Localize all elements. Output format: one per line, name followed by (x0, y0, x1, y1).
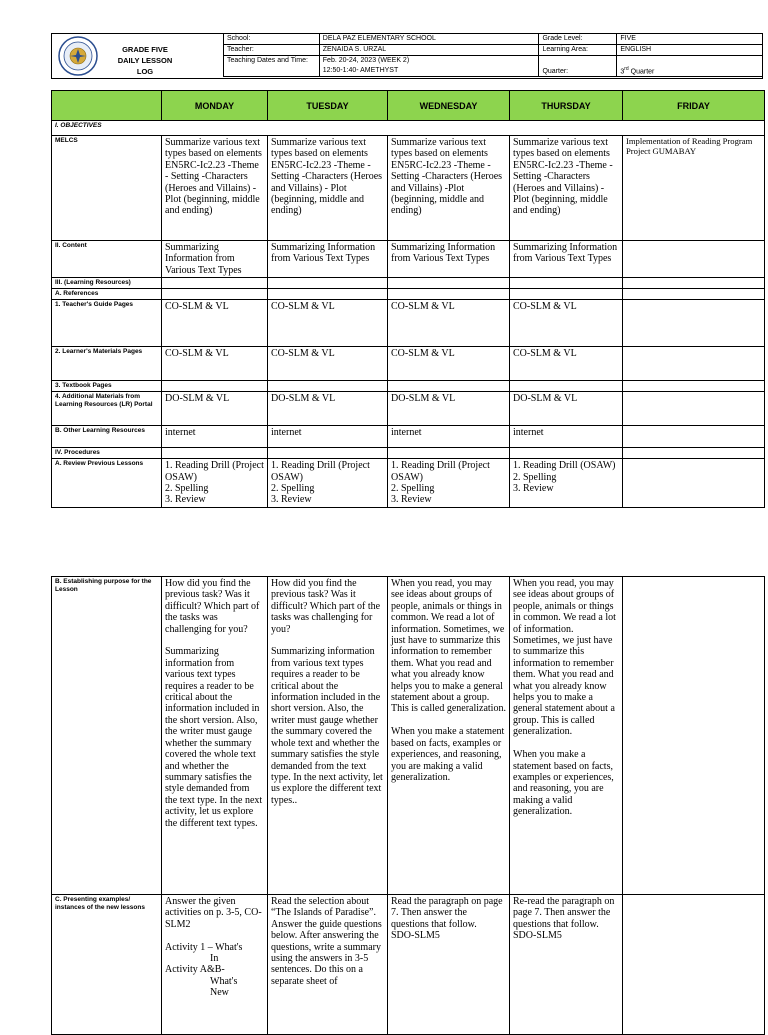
table-row (52, 278, 765, 289)
row-label: A. References (52, 289, 162, 300)
row-cell: DO-SLM & VL (510, 392, 623, 426)
table-row (52, 392, 765, 426)
quarter-value: 3rd Quarter (617, 56, 763, 77)
row-cell: CO-SLM & VL (268, 347, 388, 381)
row-cell: CO-SLM & VL (162, 300, 268, 347)
row-cell (162, 448, 268, 459)
log-title (110, 44, 180, 77)
title-log: DAILY LESSON LOG (117, 56, 173, 76)
row-cell: Summarize various text types based on elements EN5RC-Ic2.23 -Theme -Setting -Characters (Heroes and Villains) -Plot (beginning, middle and ending) (388, 136, 510, 241)
row-cell: CO-SLM & VL (510, 300, 623, 347)
row-cell: CO-SLM & VL (510, 347, 623, 381)
row-cell: How did you find the previous task? Was it difficult? Which part of the tasks was challenging for you? Summarizing information from various text types requires a reader to be critical about the information included in the short version. Also, the writer must gauge whether the summary covered the whole text and whether the summary satisfies the style demanded from the text type. In the next activity, let us explore the different text types. (162, 577, 268, 895)
row-cell (623, 459, 765, 508)
row-cell: CO-SLM & VL (388, 347, 510, 381)
school-value: DELA PAZ ELEMENTARY SCHOOL (319, 34, 539, 45)
row-label: 1. Teacher's Guide Pages (52, 300, 162, 347)
teacher-value: ZENAIDA S. URZAL (319, 45, 539, 56)
area-label: Learning Area: (539, 45, 617, 56)
row-cell: CO-SLM & VL (162, 347, 268, 381)
deped-seal-icon (57, 35, 99, 77)
row-cell: 1. Reading Drill (Project OSAW) 2. Spelling 3. Review (388, 459, 510, 508)
row-label: 2. Learner's Materials Pages (52, 347, 162, 381)
day-header-row (52, 91, 765, 121)
row-label: B. Establishing purpose for the Lesson (52, 577, 162, 895)
grade-value: FIVE (617, 34, 763, 45)
row-cell: 1. Reading Drill (OSAW) 2. Spelling 3. Review (510, 459, 623, 508)
row-cell: DO-SLM & VL (388, 392, 510, 426)
row-label: C. Presenting examples/ instances of the new lessons (52, 895, 162, 1035)
row-cell (268, 278, 388, 289)
row-cell: internet (510, 426, 623, 448)
lesson-table-bottom (51, 576, 765, 1035)
dates-label: Teaching Dates and Time: (224, 56, 320, 77)
table-row (52, 347, 765, 381)
day-thursday: THURSDAY (510, 91, 623, 121)
lesson-table-top (51, 90, 765, 508)
day-wednesday: WEDNESDAY (388, 91, 510, 121)
corner-cell (52, 91, 162, 121)
row-cell (510, 289, 623, 300)
row-cell (623, 381, 765, 392)
row-cell (388, 289, 510, 300)
row-cell: DO-SLM & VL (162, 392, 268, 426)
row-cell: 1. Reading Drill (Project OSAW) 2. Spelling 3. Review (162, 459, 268, 508)
area-value: ENGLISH (617, 45, 763, 56)
row-label: 4. Additional Materials from Learning Resources (LR) Portal (52, 392, 162, 426)
day-tuesday: TUESDAY (268, 91, 388, 121)
row-cell: DO-SLM & VL (268, 392, 388, 426)
row-cell: Summarize various text types based on elements EN5RC-Ic2.23 -Theme - Setting -Characters (Heroes and Villains) -Plot (beginning, middle and ending) (510, 136, 623, 241)
day-friday: FRIDAY (623, 91, 765, 121)
grade-label: Grade Level: (539, 34, 617, 45)
title-grade: GRADE FIVE (122, 45, 168, 54)
table-row (52, 426, 765, 448)
row-cell: 1. Reading Drill (Project OSAW) 2. Spelling 3. Review (268, 459, 388, 508)
row-cell (162, 289, 268, 300)
row-cell: Summarize various text types based on elements EN5RC-Ic2.23 -Theme - Setting -Characters (Heroes and Villains) -Plot (beginning, middle and ending) (162, 136, 268, 241)
row-cell (510, 381, 623, 392)
row-cell (162, 278, 268, 289)
row-cell: Read the selection about “The Islands of Paradise”. Answer the guide questions below. After answering the questions, write a summary using the answers in 3-5 sentences. Do this on a separate sheet of (268, 895, 388, 1035)
row-cell (623, 392, 765, 426)
row-cell: internet (268, 426, 388, 448)
row-cell (623, 278, 765, 289)
objectives-label: I. OBJECTIVES (52, 121, 765, 136)
row-cell: internet (162, 426, 268, 448)
row-cell: Re-read the paragraph on page 7. Then answer the questions that follow. SDO-SLM5 (510, 895, 623, 1035)
dates-text: Feb. 20-24, 2023 (WEEK 2) (322, 57, 410, 64)
teacher-label: Teacher: (224, 45, 320, 56)
quarter-label: Quarter: (539, 56, 617, 77)
row-cell (510, 448, 623, 459)
row-cell: CO-SLM & VL (268, 300, 388, 347)
table-row (52, 459, 765, 508)
day-monday: MONDAY (162, 91, 268, 121)
row-cell: When you read, you may see ideas about groups of people, animals or things in common. We read a lot of information. Sometimes, we just have to summarize this information to remember them. What you read and what you already know helps you to make a general statement about a group. This is called generalization. When you make a statement based on facts, examples or experiences, and reasoning, you are making a valid generalization. (388, 577, 510, 895)
table-row (52, 241, 765, 278)
row-cell: Summarizing Information from Various Text Types (268, 241, 388, 278)
row-cell (388, 381, 510, 392)
objectives-row (52, 121, 765, 136)
row-label: II. Content (52, 241, 162, 278)
table-row (52, 448, 765, 459)
row-cell: Read the paragraph on page 7. Then answer the questions that follow. SDO-SLM5 (388, 895, 510, 1035)
row-label: B. Other Learning Resources (52, 426, 162, 448)
table-row (52, 577, 765, 895)
row-label: MELCS (52, 136, 162, 241)
row-cell: CO-SLM & VL (388, 300, 510, 347)
row-cell (162, 381, 268, 392)
school-label: School: (224, 34, 320, 45)
row-cell: Summarize various text types based on elements EN5RC-Ic2.23 -Theme - Setting -Characters (Heroes and Villains) - Plot (beginning, middle and ending) (268, 136, 388, 241)
row-cell (268, 448, 388, 459)
row-label: A. Review Previous Lessons (52, 459, 162, 508)
row-cell (623, 577, 765, 895)
row-cell: Summarizing Information from Various Text Types (388, 241, 510, 278)
row-cell (623, 426, 765, 448)
info-table (223, 33, 763, 77)
time-text: 12:50-1:40- AMETHYST (322, 67, 399, 74)
row-label: IV. Procedures (52, 448, 162, 459)
row-cell (510, 278, 623, 289)
table-row (52, 300, 765, 347)
row-cell: Summarizing Information from Various Text Types (162, 241, 268, 278)
row-cell (388, 448, 510, 459)
row-cell: When you read, you may see ideas about groups of people, animals or things in common. We read a lot of information. Sometimes, we just have to summarize this information to remember them. What you read and what you already know helps you to make a general statement about a group. This is called generalization. When you make a statement based on facts, examples or experiences, and reasoning, you are making a valid generalization. (510, 577, 623, 895)
row-cell: Answer the given activities on p. 3-5, CO-SLM2 Activity 1 – What's In Activity A&B- What's New (162, 895, 268, 1035)
row-cell (623, 347, 765, 381)
row-cell (268, 289, 388, 300)
table-row (52, 136, 765, 241)
row-cell (623, 300, 765, 347)
row-label: III. (Learning Resources) (52, 278, 162, 289)
row-cell (268, 381, 388, 392)
table-row (52, 895, 765, 1035)
row-label: 3. Textbook Pages (52, 381, 162, 392)
row-cell (388, 278, 510, 289)
row-cell: internet (388, 426, 510, 448)
row-cell: How did you find the previous task? Was it difficult? Which part of the tasks was challenging for you? Summarizing information from various text types requires a reader to be critical about the information included in the short version. Also, the writer must gauge whether the summary covered the whole text and whether the summary satisfies the style demanded from the text type. In the next activity, let us explore the different text types.. (268, 577, 388, 895)
row-cell: Summarizing Information from Various Text Types (510, 241, 623, 278)
row-cell (623, 289, 765, 300)
table-row (52, 289, 765, 300)
row-cell (623, 895, 765, 1035)
row-cell (623, 241, 765, 278)
table-row (52, 381, 765, 392)
row-cell (623, 448, 765, 459)
row-cell: Implementation of Reading Program Project GUMABAY (623, 136, 765, 241)
dates-value (319, 56, 539, 77)
